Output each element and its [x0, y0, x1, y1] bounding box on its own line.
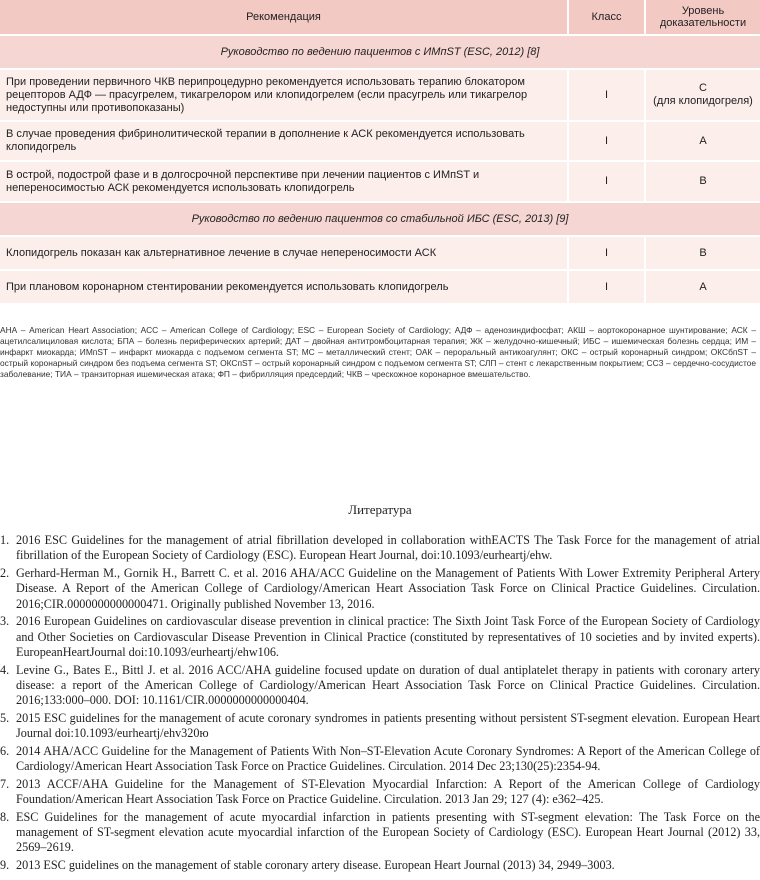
reference-text: 2014 AHA/ACC Guideline for the Management of Patients With Non–ST-Elevation Acute Coronary Syndromes: A Report of the American College of Cardiology/American Heart Association Task Force on Practice Guidelines. Circulation. 2014 Dec 23;130(25):2354-94. [16, 743, 760, 774]
reference-text: ESC Guidelines for the management of acute myocardial infarction in patients presenting with ST-segment elevation: The Task Force on the management of ST-segment elevation acute myocardial infarction of the European Society of Cardiology (ESC). European Heart Journal (2012) 33, 2569–2619. [16, 809, 760, 855]
table-row [0, 270, 760, 304]
reference-number: 2. [0, 565, 10, 580]
reference-number: 7. [0, 776, 10, 791]
section-title: Руководство по ведению пациентов с ИМпST (ESC, 2012) [8] [0, 35, 760, 69]
reference-item [0, 744, 760, 775]
abbreviations-note: АНА – American Heart Association; АСС – American College of Cardiology; ESC – European Society of Cardiology; АДФ – аденозиндифосфат; АКШ – аортокоронарное шунтирование; АСК – ацетилсалициловая кислота; БПА – болезнь периферических артерий; ДАТ – двойная антитромбоцитарная терапия; ЖК – желудочно-кишечный; ИБС – ишемическая болезнь сердца; ИМ – инфаркт миокарда; ИМпST – инфаркт миокарда с подъемом сегмента ST; МС – металлический стент; ОАК – пероральный антикоагулянт; ОКС – острый коронарный синдром; ОКСбпST – острый коронарный синдром без подъема сегмента ST; ОКСпST – острый коронарный синдром с подъемом сегмента ST; СЛП – стент с лекарственным покрытием; ССЗ – сердечно-сосудистое заболевание; ТИА – транзиторная ишемическая атака; ФП – фибрилляция предсердий; ЧКВ – чрескожное коронарное вмешательство. [0, 325, 756, 379]
reference-text: 2016 European Guidelines on cardiovascular disease prevention in clinical practice: The Sixth Joint Task Force of the European Society of Cardiology and Other Societies on Cardiovascular Disease Prevention in Clinical Practice (constituted by representatives of 10 societies and by invited experts). EuropeanHeartJournal doi:10.1093/eurheartj/ehw106. [16, 614, 760, 659]
header-level: Уровень доказательности [645, 0, 760, 35]
reference-text: Levine G., Bates E., Bittl J. et al. 2016 ACC/AHA guideline focused update on duration of dual antiplatelet therapy in patients with coronary artery disease: a report of the American College of Cardiology/American Heart Association Task Force on Clinical Practice Guidelines. Circulation. 2016;133:000–000. DOI: 10.1161/CIR.0000000000000404. [16, 662, 760, 708]
level-cell [645, 69, 760, 121]
header-class: Класс [568, 0, 645, 35]
table-row [0, 236, 760, 270]
recommendations-table [0, 0, 760, 305]
reference-number: 6. [0, 743, 10, 758]
reference-text: 2013 ESC guidelines on the management of stable coronary artery disease. European Heart Journal (2013) 34, 2949–3003. [16, 858, 615, 873]
table-header-row [0, 0, 760, 35]
reference-number: 8. [0, 809, 10, 824]
class-value: I [568, 270, 645, 304]
reference-text: Gerhard-Herman M., Gornik H., Barrett C. et al. 2016 AHA/ACC Guideline on the Management of Patients With Lower Extremity Peripheral Artery Disease. A Report of the American College of Cardiology/American Heart Association Task Force on Clinical Practice Guidelines. Circulation. 2016;CIR.0000000000000471. Originally published November 13, 2016. [16, 565, 760, 611]
level-value: В [645, 161, 760, 202]
level-value: А [645, 121, 760, 161]
class-value: I [568, 69, 645, 121]
reference-number: 3. [0, 614, 10, 629]
class-value: I [568, 161, 645, 202]
recommendation-text: Клопидогрель показан как альтернативное лечение в случае непереносимости АСК [0, 236, 568, 270]
recommendation-text: При проведении первичного ЧКВ перипроцедурно рекомендуется использовать терапию блокатором рецепторов АДФ — прасугрелем, тикагрелором или клопидогрелем (если прасугрель или тикагрелор недоступны или противопоказаны) [0, 69, 568, 121]
level-value: В [645, 236, 760, 270]
reference-number: 9. [0, 858, 10, 873]
reference-text: 2015 ESC guidelines for the management of acute coronary syndromes in patients presenting without persistent ST-segment elevation. European Heart Journal doi:10.1093/eurheartj/ehv320ю [16, 710, 760, 741]
header-recommendation: Рекомендация [0, 0, 568, 35]
reference-item [0, 663, 760, 709]
reference-item [0, 858, 760, 873]
reference-number: 1. [0, 533, 10, 547]
reference-item [0, 533, 760, 564]
reference-item [0, 777, 760, 808]
literature-title: Литература [348, 502, 412, 517]
table-row [0, 69, 760, 121]
reference-number: 4. [0, 662, 10, 677]
reference-number: 5. [0, 710, 10, 725]
level-value: А [645, 270, 760, 304]
reference-item [0, 614, 760, 660]
reference-text: 2013 ACCF/AHA Guideline for the Management of ST-Elevation Myocardial Infarction: A Report of the American College of Cardiology Foundation/American Heart Association Task Force on Practice Guideline. Circulation. 2013 Jan 29; 127 (4): e362–425. [16, 776, 760, 807]
table-row [0, 161, 760, 202]
reference-item [0, 711, 760, 742]
recommendation-text: В острой, подострой фазе и в долгосрочной перспективе при лечении пациентов с ИМпST и непереносимостью АСК рекомендуется использовать клопидогрель [0, 161, 568, 202]
reference-text: 2016 ESC Guidelines for the management of atrial fibrillation developed in collaboration withEACTS The Task Force for the management of atrial fibrillation of the European Society of Cardiology (ESC). European Heart Journal, doi:10.1093/eurheartj/ehw. [16, 533, 760, 563]
class-value: I [568, 121, 645, 161]
recommendation-text: В случае проведения фибринолитической терапии в дополнение к АСК рекомендуется использовать клопидогрель [0, 121, 568, 161]
recommendation-text: При плановом коронарном стентировании рекомендуется использовать клопидогрель [0, 270, 568, 304]
class-value: I [568, 236, 645, 270]
table-row [0, 121, 760, 161]
section-title: Руководство по ведению пациентов со стабильной ИБС (ESC, 2013) [9] [0, 202, 760, 236]
section-header-row [0, 202, 760, 236]
level-value: С [699, 82, 707, 94]
reference-item [0, 566, 760, 612]
section-header-row [0, 35, 760, 69]
level-note: (для клопидогреля) [653, 95, 753, 107]
reference-item [0, 810, 760, 856]
reference-list [0, 533, 760, 876]
